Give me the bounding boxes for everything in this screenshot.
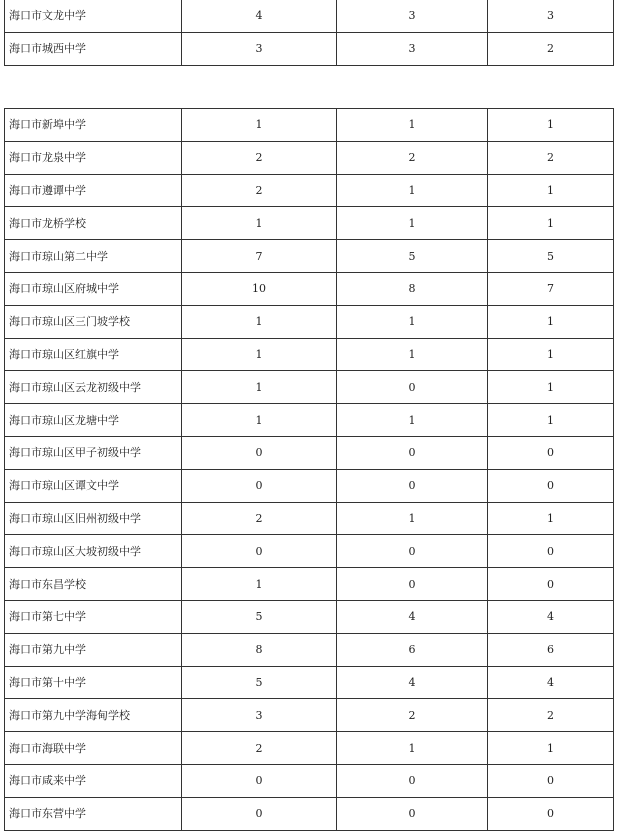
table-row	[5, 469, 614, 502]
value-cell-2: 4	[337, 666, 488, 699]
table-row	[5, 568, 614, 601]
school-name-cell: 海口市琼山区大坡初级中学	[5, 535, 182, 568]
school-name-cell: 海口市琼山区旧州初级中学	[5, 502, 182, 535]
value-cell-3: 1	[488, 404, 614, 437]
table-row	[5, 699, 614, 732]
school-name-cell: 海口市琼山区龙塘中学	[5, 404, 182, 437]
value-cell-1: 4	[182, 0, 337, 32]
table-row	[5, 764, 614, 797]
school-name-cell: 海口市城西中学	[5, 32, 182, 65]
school-name-cell: 海口市第九中学海甸学校	[5, 699, 182, 732]
school-name-cell: 海口市龙泉中学	[5, 141, 182, 174]
value-cell-2: 1	[337, 502, 488, 535]
school-name-cell: 海口市新埠中学	[5, 109, 182, 142]
value-cell-3: 0	[488, 764, 614, 797]
value-cell-1: 1	[182, 109, 337, 142]
value-cell-3: 1	[488, 207, 614, 240]
value-cell-1: 3	[182, 699, 337, 732]
value-cell-2: 3	[337, 32, 488, 65]
value-cell-3: 5	[488, 240, 614, 273]
school-name-cell: 海口市文龙中学	[5, 0, 182, 32]
value-cell-3: 1	[488, 338, 614, 371]
value-cell-1: 10	[182, 272, 337, 305]
value-cell-1: 1	[182, 371, 337, 404]
school-name-cell: 海口市遵谭中学	[5, 174, 182, 207]
value-cell-3: 1	[488, 174, 614, 207]
value-cell-2: 2	[337, 699, 488, 732]
value-cell-3: 4	[488, 600, 614, 633]
value-cell-3: 3	[488, 0, 614, 32]
school-name-cell: 海口市第九中学	[5, 633, 182, 666]
value-cell-2: 1	[337, 305, 488, 338]
school-name-cell: 海口市琼山区谭文中学	[5, 469, 182, 502]
value-cell-1: 0	[182, 797, 337, 830]
value-cell-3: 1	[488, 109, 614, 142]
table-row	[5, 240, 614, 273]
value-cell-3: 6	[488, 633, 614, 666]
value-cell-1: 1	[182, 305, 337, 338]
value-cell-3: 0	[488, 436, 614, 469]
table-row	[5, 535, 614, 568]
value-cell-2: 0	[337, 797, 488, 830]
table-row	[5, 305, 614, 338]
value-cell-2: 1	[337, 109, 488, 142]
table-row	[5, 404, 614, 437]
school-name-cell: 海口市琼山区三门坡学校	[5, 305, 182, 338]
school-name-cell: 海口市琼山区甲子初级中学	[5, 436, 182, 469]
value-cell-2: 2	[337, 141, 488, 174]
value-cell-2: 4	[337, 600, 488, 633]
value-cell-3: 1	[488, 502, 614, 535]
value-cell-2: 1	[337, 338, 488, 371]
value-cell-1: 1	[182, 404, 337, 437]
value-cell-1: 3	[182, 32, 337, 65]
value-cell-3: 0	[488, 469, 614, 502]
value-cell-2: 1	[337, 174, 488, 207]
school-name-cell: 海口市第十中学	[5, 666, 182, 699]
value-cell-1: 0	[182, 469, 337, 502]
table-row	[5, 338, 614, 371]
school-name-cell: 海口市琼山第二中学	[5, 240, 182, 273]
value-cell-2: 0	[337, 568, 488, 601]
table-row	[5, 272, 614, 305]
value-cell-2: 8	[337, 272, 488, 305]
value-cell-1: 8	[182, 633, 337, 666]
value-cell-2: 1	[337, 732, 488, 765]
value-cell-1: 0	[182, 764, 337, 797]
value-cell-3: 0	[488, 568, 614, 601]
value-cell-3: 2	[488, 32, 614, 65]
table-row	[5, 600, 614, 633]
table-row	[5, 371, 614, 404]
value-cell-2: 6	[337, 633, 488, 666]
school-name-cell: 海口市咸来中学	[5, 764, 182, 797]
value-cell-3: 1	[488, 305, 614, 338]
table-row	[5, 633, 614, 666]
table-row	[5, 207, 614, 240]
value-cell-1: 5	[182, 666, 337, 699]
value-cell-1: 2	[182, 174, 337, 207]
value-cell-1: 1	[182, 338, 337, 371]
school-name-cell: 海口市东昌学校	[5, 568, 182, 601]
value-cell-3: 0	[488, 535, 614, 568]
school-table-bottom	[4, 108, 614, 831]
table-row	[5, 666, 614, 699]
value-cell-2: 1	[337, 207, 488, 240]
table-row	[5, 797, 614, 830]
value-cell-2: 1	[337, 404, 488, 437]
value-cell-1: 1	[182, 207, 337, 240]
value-cell-3: 4	[488, 666, 614, 699]
school-name-cell: 海口市琼山区云龙初级中学	[5, 371, 182, 404]
table-row	[5, 0, 614, 32]
school-name-cell: 海口市龙桥学校	[5, 207, 182, 240]
value-cell-1: 5	[182, 600, 337, 633]
value-cell-2: 0	[337, 371, 488, 404]
value-cell-2: 0	[337, 764, 488, 797]
table-row	[5, 32, 614, 65]
value-cell-3: 0	[488, 797, 614, 830]
school-table-top	[4, 0, 614, 66]
value-cell-1: 1	[182, 568, 337, 601]
school-name-cell: 海口市海联中学	[5, 732, 182, 765]
value-cell-1: 2	[182, 141, 337, 174]
table-row	[5, 141, 614, 174]
value-cell-2: 5	[337, 240, 488, 273]
value-cell-3: 2	[488, 699, 614, 732]
school-name-cell: 海口市东营中学	[5, 797, 182, 830]
value-cell-3: 7	[488, 272, 614, 305]
value-cell-1: 2	[182, 732, 337, 765]
value-cell-3: 2	[488, 141, 614, 174]
table-row	[5, 732, 614, 765]
table-row	[5, 502, 614, 535]
school-name-cell: 海口市琼山区府城中学	[5, 272, 182, 305]
value-cell-3: 1	[488, 371, 614, 404]
value-cell-1: 7	[182, 240, 337, 273]
school-name-cell: 海口市第七中学	[5, 600, 182, 633]
table-row	[5, 109, 614, 142]
value-cell-2: 0	[337, 469, 488, 502]
value-cell-1: 0	[182, 535, 337, 568]
value-cell-2: 3	[337, 0, 488, 32]
value-cell-3: 1	[488, 732, 614, 765]
value-cell-1: 2	[182, 502, 337, 535]
value-cell-1: 0	[182, 436, 337, 469]
table-row	[5, 174, 614, 207]
school-name-cell: 海口市琼山区红旗中学	[5, 338, 182, 371]
value-cell-2: 0	[337, 535, 488, 568]
table-row	[5, 436, 614, 469]
value-cell-2: 0	[337, 436, 488, 469]
